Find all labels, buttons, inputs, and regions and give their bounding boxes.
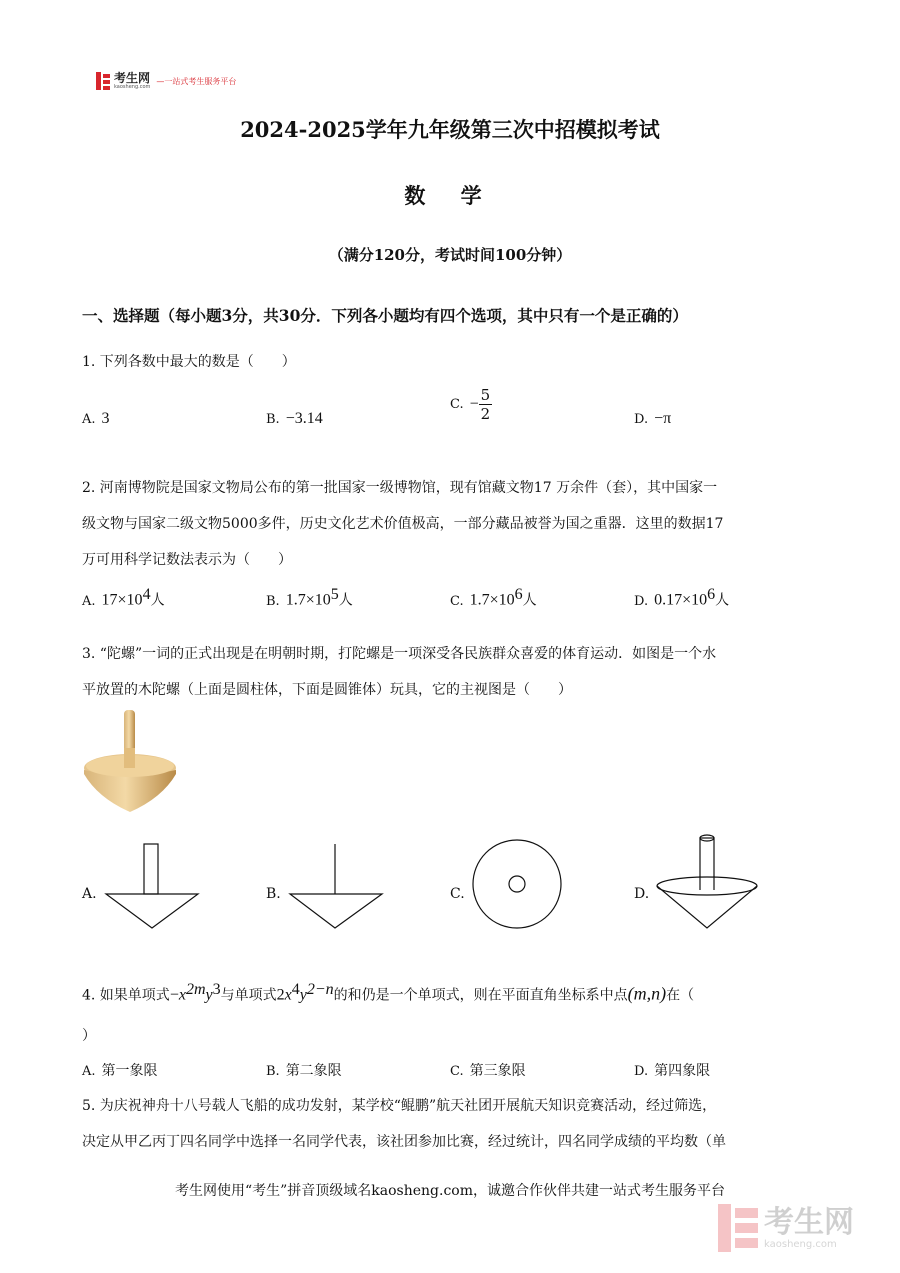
- q2-line-3: 万可用科学记数法表示为（ ）: [82, 552, 292, 568]
- logo-mark-icon: [96, 72, 110, 90]
- site-logo[interactable]: [96, 72, 236, 90]
- watermark-name: 考生网: [764, 1204, 854, 1240]
- q1-option-a: A. 3: [82, 410, 110, 427]
- logo-domain: kaosheng.com: [114, 83, 151, 90]
- q1-option-c: C. − $\frac{5}{2}$: [450, 386, 491, 423]
- q5-line-2: 决定从甲乙丙丁四名同学中选择一名同学代表，该社团参加比赛，经过统计，四名同学成绩的平均数（单: [82, 1134, 726, 1150]
- q3-line-1: 3. “陀螺”一词的正式出现是在明朝时期，打陀螺是一项深受各民族群众喜爱的体育运动．如图是一个水: [82, 646, 717, 662]
- q1-option-d: D. −π: [634, 410, 672, 427]
- q3-option-d-figure: [654, 832, 766, 932]
- q3-line-2: 平放置的木陀螺（上面是圆柱体，下面是圆锥体）玩具，它的主视图是（ ）: [82, 682, 572, 698]
- q3-option-b-label: B.: [266, 886, 281, 902]
- q4-option-c: C. 第三象限: [450, 1063, 526, 1079]
- q4-option-d: D. 第四象限: [634, 1063, 711, 1079]
- spinning-top-photo: [82, 708, 182, 816]
- q3-option-c-label: C.: [450, 886, 465, 902]
- q3-option-a-label: A.: [82, 886, 97, 902]
- exam-note: （满分120分，考试时间100分钟）: [328, 246, 572, 264]
- logo-name: 考生网: [114, 70, 151, 85]
- q5-line-1: 5. 为庆祝神舟十八号载人飞船的成功发射，某学校“鲲鹏”航天社团开展航天知识竞赛活动，经过筛选，: [82, 1098, 717, 1114]
- q2-option-b: B. $1.7\times 10^5$人: [266, 586, 353, 609]
- logo-slogan: —一站式考生服务平台: [156, 76, 237, 86]
- watermark-domain: kaosheng.com: [764, 1238, 837, 1250]
- exam-title: 2024-2025学年九年级第三次中招模拟考试: [240, 117, 660, 142]
- q4-option-b: B. 第二象限: [266, 1063, 342, 1079]
- q4-close: ）: [82, 1028, 96, 1044]
- q2-option-d: D. $0.17\times 10^6$人: [634, 586, 730, 609]
- subject-title: 数 学: [404, 183, 496, 208]
- q1-option-b: B. −3.14: [266, 410, 323, 427]
- q2-option-a: A. $17\times 10^4$人: [82, 586, 165, 609]
- footer-text: 考生网使用“考生”拼音顶级域名kaosheng.com，诚邀合作伙伴共建一站式考生服务平台: [174, 1183, 726, 1199]
- q3-option-a-figure: [104, 842, 200, 930]
- q2-line-1: 2. 河南博物院是国家文物局公布的第一批国家一级博物馆，现有馆藏文物17 万余件（套），其中国家一: [82, 480, 718, 496]
- watermark-logo: [718, 1204, 854, 1252]
- q3-option-c-figure: [470, 836, 566, 932]
- q1-stem: 1. 下列各数中最大的数是（ ）: [82, 354, 296, 370]
- q3-option-b-figure: [288, 842, 384, 930]
- fraction: $\frac{5}{2}$: [480, 386, 491, 423]
- q2-option-c: C. $1.7\times 10^6$人: [450, 586, 537, 609]
- section-heading: 一、选择题（每小题3分，共30分．下列各小题均有四个选项，其中只有一个是正确的）: [82, 306, 688, 325]
- q2-line-2: 级文物与国家二级文物5000多件，历史文化艺术价值极高，一部分藏品被誉为国之重器．这里的数据17: [82, 516, 724, 532]
- q4-stem: 4. 如果单项式$-x^{2m}y^3$与单项式$2x^4y^{2-n}$的和仍是一个单项式，则在平面直角坐标系中点(m,n)在（: [82, 981, 695, 1004]
- q3-option-d-label: D.: [634, 886, 650, 902]
- watermark-mark-icon: [718, 1204, 758, 1252]
- q4-option-a: A. 第一象限: [82, 1063, 158, 1079]
